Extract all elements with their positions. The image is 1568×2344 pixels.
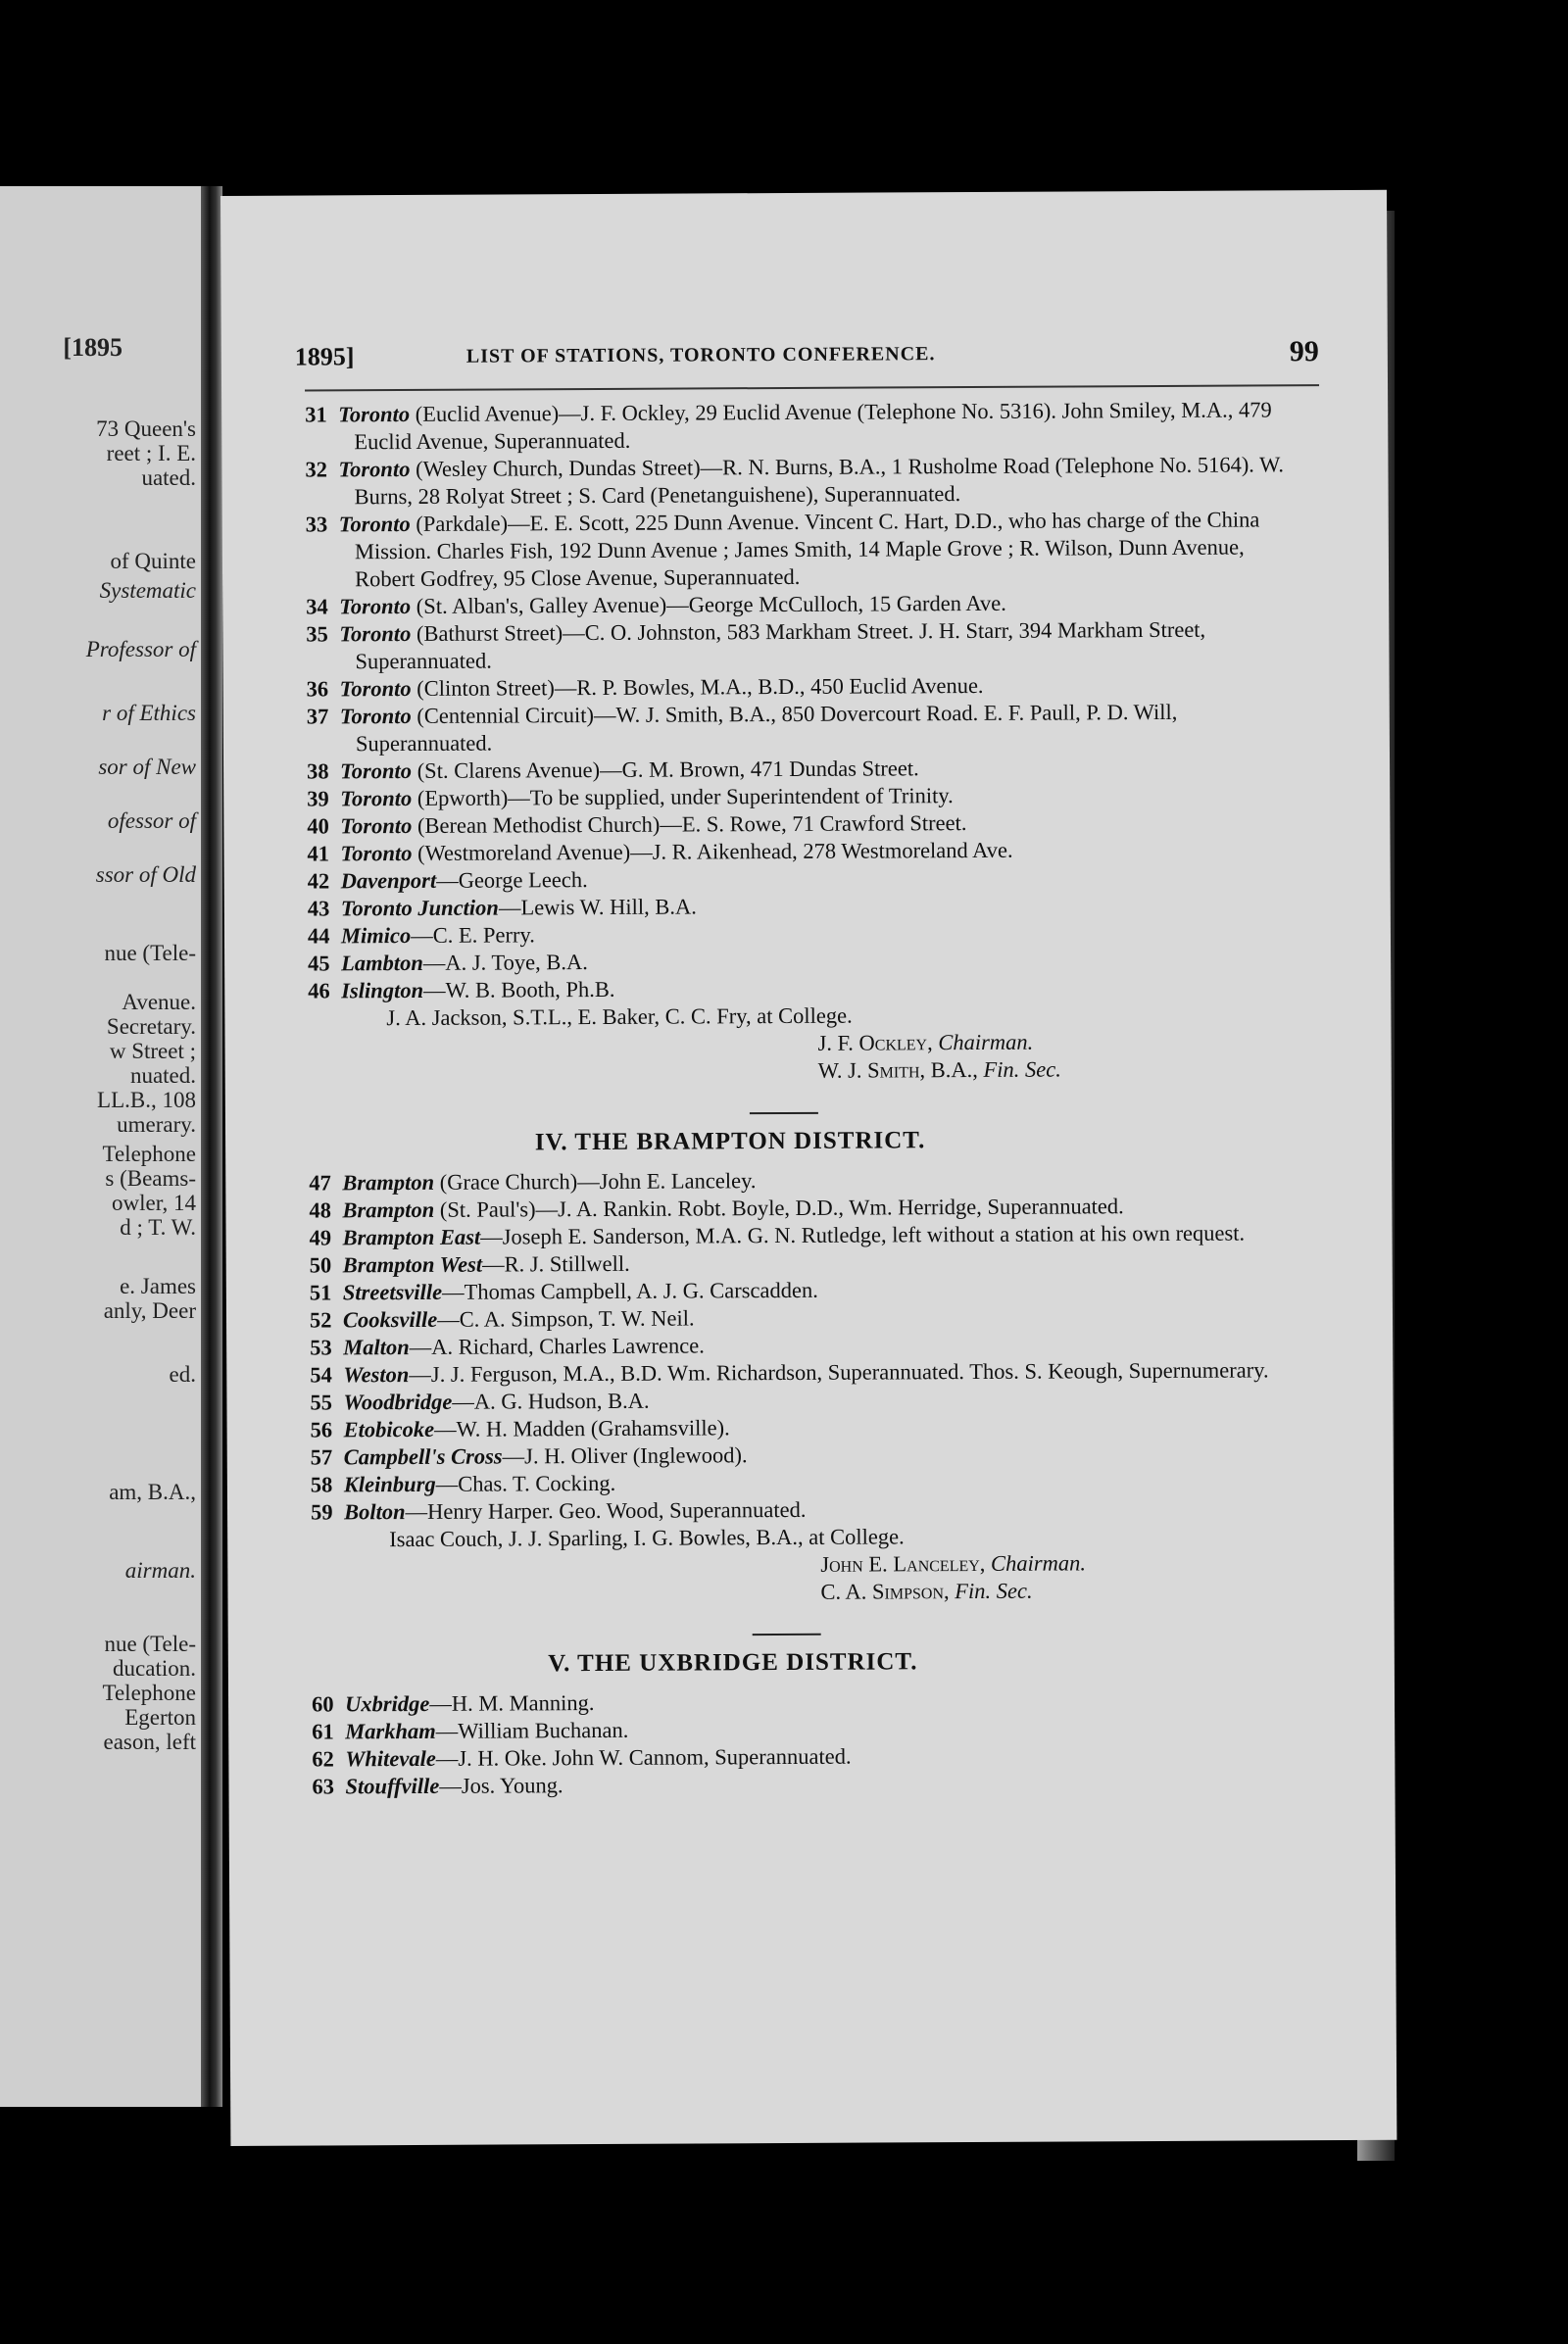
header-year: 1895]	[294, 342, 355, 371]
page-number: 99	[1289, 335, 1319, 368]
page-body	[305, 396, 1292, 1800]
station-details: —R. J. Stillwell.	[481, 1250, 630, 1277]
station-place: Lambton	[341, 950, 423, 976]
station-number: 36	[306, 676, 329, 702]
station-details: —William Buchanan.	[435, 1717, 629, 1743]
left-page-fragment-line: eason, left	[103, 1730, 196, 1754]
header-title: LIST OF STATIONS, TORONTO CONFERENCE.	[466, 343, 936, 367]
left-page-fragment-line: nue (Tele-	[104, 941, 196, 965]
station-number: 46	[308, 978, 330, 1003]
station-details: (Bathurst Street)—C. O. Johnston, 583 Markham Street. J. H. Starr, 394 Markham Street, Superannuated.	[355, 616, 1206, 674]
station-number: 53	[310, 1335, 332, 1360]
station-place: Toronto	[338, 401, 411, 427]
station-place: Brampton	[342, 1169, 435, 1196]
station-details: —H. M. Manning.	[429, 1690, 595, 1716]
station-entry	[309, 1219, 1289, 1251]
station-entry	[306, 615, 1286, 675]
secretary-role: Fin. Sec.	[955, 1578, 1033, 1604]
secretary-name: W. J. Smith, B.A.,	[817, 1056, 978, 1083]
station-number: 34	[306, 594, 328, 619]
station-number: 62	[312, 1746, 334, 1772]
station-details: (Wesley Church, Dundas Street)—R. N. Burns, B.A., 1 Rusholme Road (Telephone No. 5164). W. Burns, 28 Rolyat Street ; S. Card (Penetanguishene), Superannuated.	[354, 452, 1284, 510]
station-details: (Centennial Circuit)—W. J. Smith, B.A., 850 Dovercourt Road. E. F. Paull, P. D. Will, Superannuated.	[355, 699, 1178, 757]
station-details: (Parkdale)—E. E. Scott, 225 Dunn Avenue. Vincent C. Hart, D.D., who has charge of the China Mission. Charles Fish, 192 Dunn Avenue ; James Smith, 14 Maple Grove ; R. Wilson, Dunn Avenue, Robert Godfrey, 95 Close Avenue, Superannuated.	[354, 507, 1260, 592]
left-page-fragment-line: sor of New	[98, 755, 196, 779]
left-page-fragment-line: 73 Queen's	[96, 416, 196, 441]
section5-heading: V. THE UXBRIDGE DISTRICT.	[548, 1648, 918, 1678]
left-page-fragment-line: owler, 14	[112, 1191, 196, 1215]
station-number: 38	[307, 758, 329, 784]
station-number: 58	[310, 1472, 333, 1497]
station-number: 54	[310, 1362, 332, 1388]
left-page-fragment-line: ofessor of	[107, 808, 196, 833]
chairman-role: Chairman.	[990, 1550, 1086, 1576]
left-page-fragment-line: uated.	[141, 465, 196, 490]
station-details: (Grace Church)—John E. Lanceley.	[433, 1168, 757, 1195]
station-number: 40	[307, 813, 329, 839]
station-place: Uxbridge	[344, 1690, 430, 1717]
left-page-fragment-line: ducation.	[113, 1656, 196, 1681]
station-place: Brampton West	[342, 1251, 483, 1278]
station-entry	[305, 451, 1285, 511]
left-page-fragment-line: nuated.	[129, 1063, 196, 1088]
station-number: 31	[305, 402, 327, 427]
station-details: —C. A. Simpson, T. W. Neil.	[437, 1305, 695, 1332]
left-page-fragment-line: Telephone	[102, 1681, 196, 1705]
station-number: 32	[305, 457, 328, 482]
station-details: (Clinton Street)—R. P. Bowles, M.A., B.D., 450 Euclid Avenue.	[411, 672, 984, 701]
station-number: 42	[307, 868, 330, 894]
station-place: Bolton	[343, 1499, 406, 1525]
station-details: (Berean Methodist Church)—E. S. Rowe, 71 Crawford Street.	[412, 810, 967, 838]
station-details: (St. Clarens Avenue)—G. M. Brown, 471 Dundas Street.	[411, 756, 919, 783]
station-number: 50	[309, 1252, 332, 1278]
left-page-header-year: [1895	[63, 333, 122, 362]
station-number: 56	[310, 1417, 333, 1442]
chairman-name: John E. Lanceley,	[820, 1550, 986, 1577]
station-entry	[312, 1768, 1292, 1800]
station-details: —Thomas Campbell, A. J. G. Carscadden.	[442, 1277, 818, 1304]
left-page-fragment-line: umerary.	[117, 1112, 196, 1137]
station-details: (St. Paul's)—J. A. Rankin. Robt. Boyle, D.D., Wm. Herridge, Superannuated.	[434, 1194, 1124, 1222]
station-details: —W. B. Booth, Ph.B.	[422, 976, 615, 1002]
station-place: Toronto	[340, 812, 413, 839]
chairman-role: Chairman.	[938, 1029, 1034, 1055]
station-place: Brampton	[342, 1196, 435, 1223]
book-gutter	[201, 186, 222, 2107]
station-details: —J. H. Oke. John W. Cannom, Superannuated.	[435, 1743, 852, 1771]
station-number: 41	[307, 841, 330, 866]
station-details: —George Leech.	[436, 867, 588, 893]
station-details: —Joseph E. Sanderson, M.A. G. N. Rutledge, left without a station at his own request.	[480, 1220, 1246, 1249]
station-number: 39	[307, 786, 329, 811]
station-place: Toronto Junction	[340, 895, 499, 921]
station-place: Davenport	[340, 867, 437, 894]
left-page-fragment-line: e. James	[120, 1274, 196, 1298]
header-rule	[305, 384, 1319, 391]
station-details: —Jos. Young.	[439, 1773, 564, 1798]
station-number: 57	[310, 1444, 333, 1470]
station-number: 44	[307, 923, 330, 949]
station-entry	[307, 698, 1287, 757]
station-place: Toronto	[339, 703, 412, 729]
station-number: 47	[309, 1170, 331, 1196]
station-number: 59	[310, 1499, 333, 1525]
station-number: 37	[306, 704, 329, 729]
section-divider	[753, 1634, 821, 1636]
left-page-fragment	[0, 186, 201, 2107]
station-place: Stouffville	[345, 1773, 440, 1799]
station-number: 60	[311, 1691, 334, 1717]
station-details: —W. H. Madden (Grahamsville).	[434, 1415, 730, 1441]
station-details: (Westmoreland Avenue)—J. R. Aikenhead, 278 Westmoreland Ave.	[412, 837, 1013, 865]
station-number: 43	[307, 896, 330, 921]
left-page-fragment-line: d ; T. W.	[120, 1215, 196, 1240]
left-page-fragment-line: s (Beams-	[105, 1166, 196, 1191]
station-place: Etobicoke	[343, 1416, 435, 1442]
left-page-fragment-line: ssor of Old	[95, 862, 196, 887]
station-place: Toronto	[339, 675, 412, 702]
station-place: Weston	[343, 1362, 410, 1388]
station-number: 51	[309, 1280, 332, 1305]
brampton-district	[309, 1164, 1291, 1526]
station-details: —J. H. Oliver (Inglewood).	[502, 1442, 748, 1469]
left-page-fragment-line: airman.	[124, 1558, 196, 1583]
station-details: —A. Richard, Charles Lawrence.	[409, 1333, 705, 1360]
station-number: 49	[309, 1225, 332, 1250]
chairman-name: J. F. Ockley,	[817, 1030, 933, 1055]
station-place: Toronto	[340, 785, 413, 811]
left-page-fragment-line: reet ; I. E.	[106, 441, 196, 465]
station-details: (Euclid Avenue)—J. F. Ockley, 29 Euclid Avenue (Telephone No. 5316). John Smiley, M.A., 479 Euclid Avenue, Superannuated.	[354, 397, 1272, 455]
station-place: Woodbridge	[343, 1389, 453, 1415]
station-number: 48	[309, 1197, 331, 1223]
station-place: Toronto	[340, 757, 413, 784]
station-number: 55	[310, 1390, 333, 1415]
left-page-fragment-line: r of Ethics	[102, 701, 196, 725]
station-place: Toronto	[338, 511, 411, 537]
station-place: Brampton East	[342, 1224, 481, 1250]
left-page-fragment-line: w Street ;	[109, 1039, 196, 1063]
station-number: 63	[312, 1774, 335, 1799]
uxbridge-district	[312, 1685, 1293, 1800]
section4-heading: IV. THE BRAMPTON DISTRICT.	[534, 1127, 926, 1156]
station-details: —C. E. Perry.	[411, 922, 535, 948]
station-details: —J. J. Ferguson, M.A., B.D. Wm. Richardson, Superannuated. Thos. S. Keough, Supernumerary.	[409, 1357, 1269, 1388]
station-place: Toronto	[339, 620, 412, 647]
station-place: Markham	[345, 1718, 436, 1744]
left-page-fragment-line: Professor of	[85, 637, 196, 661]
station-place: Whitevale	[345, 1745, 436, 1772]
left-page-fragment-line: LL.B., 108	[97, 1088, 196, 1112]
left-page-fragment-line: Avenue.	[122, 990, 196, 1014]
station-place: Streetsville	[342, 1279, 443, 1305]
left-page-fragment-line: of Quinte	[110, 549, 196, 573]
station-place: Toronto	[339, 593, 412, 619]
station-details: —Lewis W. Hill, B.A.	[498, 894, 697, 920]
station-number: 33	[305, 512, 328, 537]
station-number: 52	[309, 1307, 332, 1333]
station-details: —Chas. T. Cocking.	[435, 1470, 616, 1496]
station-place: Islington	[341, 977, 424, 1003]
section-divider	[750, 1112, 818, 1114]
section3-college-note: J. A. Jackson, S.T.L., E. Baker, C. C. Fry, at College.	[386, 1002, 853, 1031]
station-place: Mimico	[340, 922, 412, 949]
left-page-fragment-line: Egerton	[124, 1705, 196, 1730]
station-place: Kleinburg	[343, 1471, 436, 1497]
station-place: Malton	[343, 1335, 410, 1360]
left-page-fragment-line: anly, Deer	[103, 1298, 196, 1323]
station-entry	[305, 396, 1285, 456]
station-entry	[306, 506, 1286, 593]
secretary-name: C. A. Simpson,	[820, 1579, 950, 1604]
left-page-fragment-line: nue (Tele-	[104, 1632, 196, 1656]
document-page	[220, 190, 1396, 2146]
left-page-fragment-line: Secretary.	[106, 1014, 196, 1039]
station-place: Toronto	[338, 456, 411, 482]
page-header	[295, 337, 1319, 381]
left-page-fragment-line: Telephone	[102, 1142, 196, 1166]
station-entry	[310, 1356, 1290, 1389]
station-place: Campbell's Cross	[343, 1443, 503, 1470]
station-details: —A. J. Toye, B.A.	[422, 950, 588, 975]
secretary-role: Fin. Sec.	[983, 1056, 1061, 1082]
station-number: 35	[306, 621, 328, 647]
station-number: 45	[308, 951, 330, 976]
left-page-fragment-line: Systematic	[99, 578, 196, 603]
left-page-fragment-line: am, B.A.,	[109, 1480, 196, 1504]
station-details: (St. Alban's, Galley Avenue)—George McCulloch, 15 Garden Ave.	[411, 590, 1006, 618]
left-page-fragment-line: ed.	[169, 1362, 196, 1387]
station-details: —A. G. Hudson, B.A.	[452, 1388, 650, 1414]
station-place: Toronto	[340, 840, 413, 866]
toronto-district-continued	[305, 396, 1288, 1004]
station-number: 61	[312, 1719, 334, 1744]
section4-secretary	[311, 1576, 1291, 1608]
section3-secretary	[309, 1054, 1289, 1087]
section4-college-note: Isaac Couch, J. J. Sparling, I. G. Bowles, B.A., at College.	[389, 1524, 905, 1552]
station-details: (Epworth)—To be supplied, under Superintendent of Trinity.	[412, 783, 954, 810]
station-place: Cooksville	[342, 1306, 438, 1333]
station-details: —Henry Harper. Geo. Wood, Superannuated.	[405, 1496, 807, 1525]
